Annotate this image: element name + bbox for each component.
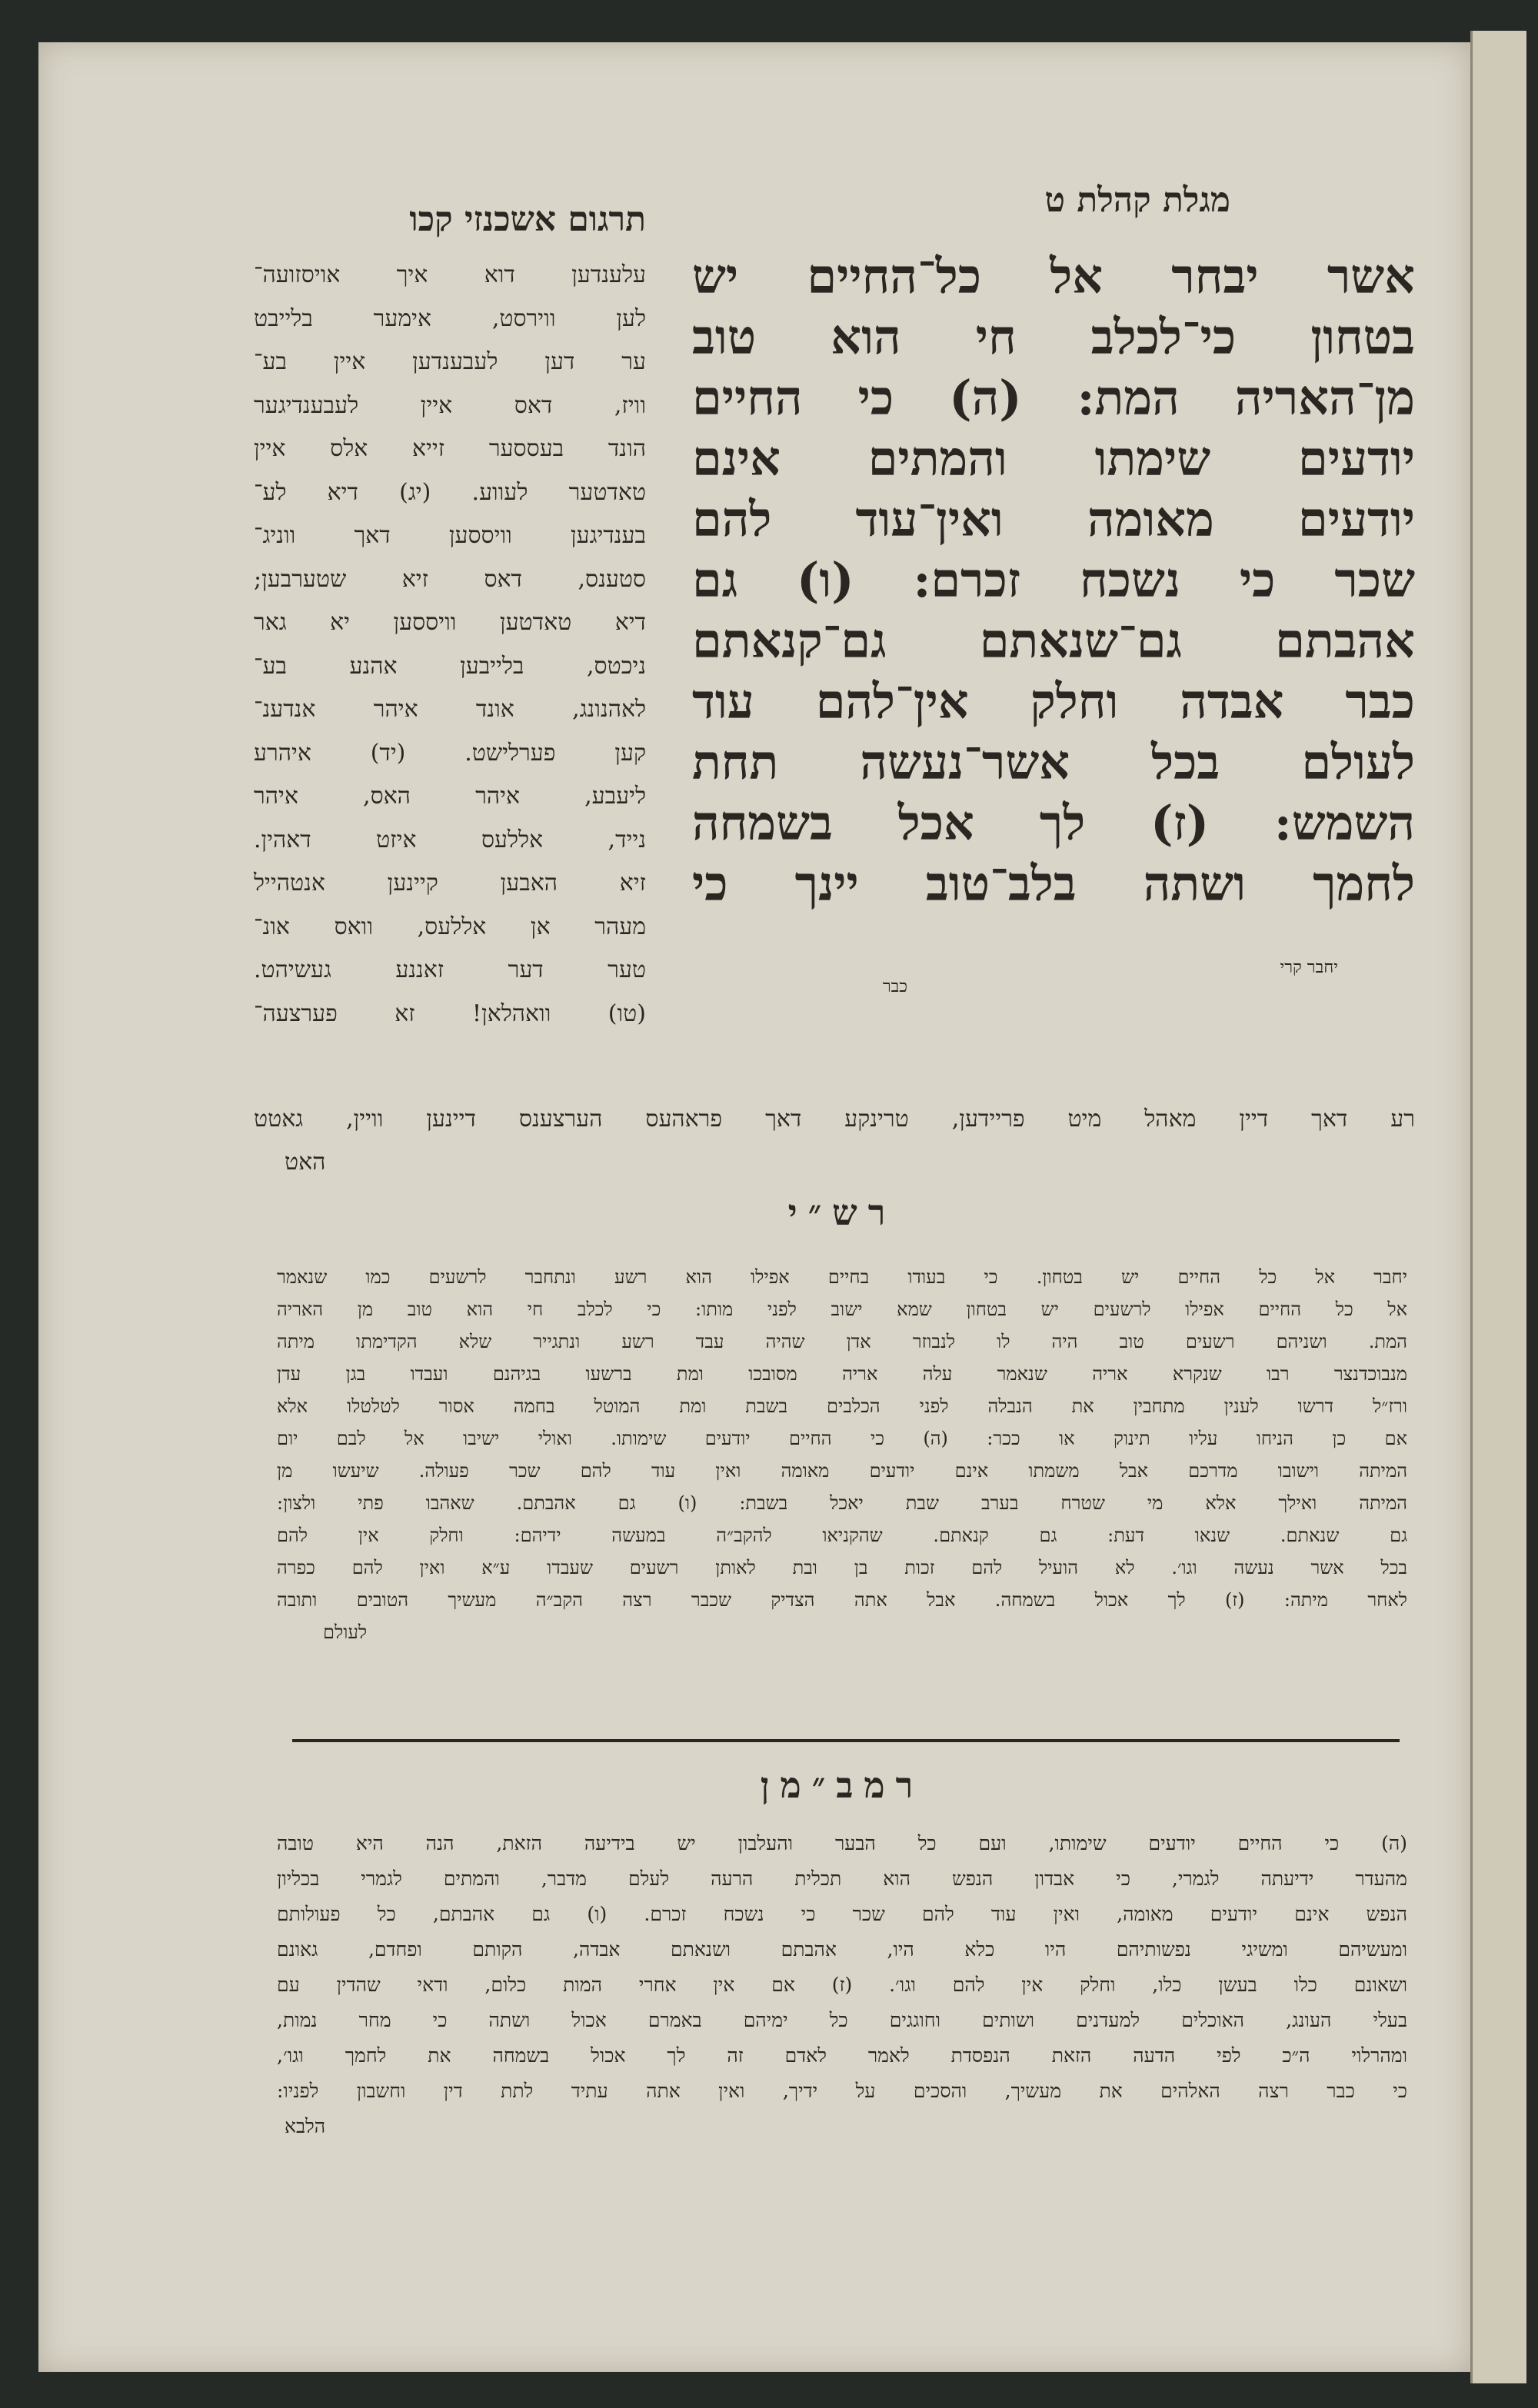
ramban-line: הנפש אינם יודעים מאומה, ואין עוד להם שכר כי נשכח זכרם. (ו) גם אהבתם, כל פעולותם [277, 1903, 1407, 1925]
running-header-right: מגלת קהלת ט [1044, 181, 1230, 220]
ramban-line: מהעדר ידיעתה לגמרי, כי אבדון הנפש הוא תכלית הרעה לעלם מדבר, והמתים לגמרי בכליון [277, 1868, 1407, 1890]
rashi-line: בכל אשר נעשה וגו׳. לא הועיל להם זכות בן ובת לאותן רשעים שעבדו ע״א ואין להם כפרה [277, 1557, 1407, 1578]
rashi-line: לעולם [323, 1621, 368, 1643]
translation-continuation [254, 1098, 1415, 1184]
rashi-line: ורז״ל דרשו לענין מתחבין את הנבלה לפני הכלבים בשבת ומת המוטל בחמה אסור לטלטלו אלא [277, 1395, 1407, 1417]
next-page-edge [1470, 31, 1526, 2383]
translation-line: קען פערלישט. (יד) איהרע [254, 739, 646, 767]
ramban-commentary [277, 1826, 1407, 2144]
rashi-line: גם שנאתם. שנאו דעת: גם קנאתם. שהקניאו להקב״ה במעשה ידיהם: וחלק אין להם [277, 1525, 1407, 1546]
section-divider [292, 1739, 1400, 1742]
scripture-text [692, 246, 1415, 914]
qere-note: יחבר קרי [1280, 958, 1338, 977]
translation-line: טאדטער לעווע. (יג) דיא לע־ [254, 478, 646, 506]
translation-line: זיא האבען קיינען אנטהייל [254, 870, 646, 896]
translation-line: לאהנונג, אונד איהר אנדענ־ [254, 696, 646, 723]
ramban-line: (ה) כי החיים יודעים שימותו, ועם כל הבער והעלבון יש בידיעה הזאת, הנה היא טובה [277, 1832, 1407, 1854]
scripture-line: כבר אבדה וחלק אין־להם עוד [692, 674, 1415, 730]
translation-line: מעהר אן אללעס, וואס אונ־ [254, 913, 646, 940]
translation-line: לען ווירסט, אימער בלייבט [254, 304, 646, 332]
ketiv-note: כבר [882, 977, 907, 996]
running-header-left: תרגום אשכנזי קכו [409, 200, 646, 239]
ramban-line: ומהרלוי ה״כ לפי הדעה הזאת הנפסדת לאמר לאדם זה לך אכול בשמחה את לחמך וגו׳, [277, 2044, 1407, 2067]
ramban-heading [277, 1764, 1407, 1806]
german-translation [254, 254, 646, 1036]
scripture-line: יודעים שימתו והמתים אינם [692, 431, 1415, 487]
scripture-line: השמש: (ז) לך אכל בשמחה [692, 795, 1415, 851]
ramban-title: רמב״מן [760, 1764, 924, 1806]
catchword: הלבא [285, 2115, 326, 2137]
scripture-line: אהבתם גם־שנאתם גם־קנאתם [692, 613, 1415, 669]
rashi-line: אל כל החיים אפילו לרשעים יש בטחון שמא ישוב לפני מותו: כי לכלב חי הוא טוב מן האריה [277, 1299, 1407, 1320]
rashi-line: מנבוכדנצר רבו שנקרא אריה שנאמר עלה אריה מסובכו ומת ברשעו בגיהנם ועבדו בגן עדן [277, 1363, 1407, 1385]
ramban-line: ושאונם כלו בעשן כלו, וחלק אין להם וגו׳. (ז) אם אין אחרי המות כלום, ודאי שהדין עם [277, 1974, 1407, 1996]
translation-line: האט [285, 1149, 326, 1176]
translation-line: ניכטס, בלייבען אהנע בע־ [254, 652, 646, 680]
translation-line: טער דער זאננע געשיהט. [254, 956, 646, 983]
translation-line: הונד בעססער זייא אלס איין [254, 435, 646, 462]
translation-line: רע דאך דיין מאהל מיט פריידען, טרינקע דאך פראהעס הערצענס דיינען וויין, גאטט [254, 1106, 1415, 1132]
scripture-line: לעולם בכל אשר־נעשה תחת [692, 734, 1415, 790]
translation-line: בענדיגען וויססען דאך ווניג־ [254, 522, 646, 549]
scripture-line: מן־האריה המת: (ה) כי החיים [692, 370, 1415, 426]
ramban-line: בעלי העונג, האוכלים למעדנים ושותים וחוגגים כל ימיהם באמרם אכול ושתה כי מחר נמות, [277, 2009, 1407, 2031]
rashi-line: אם כן הניחו עליו תינוק או ככר: (ה) כי החיים יודעים שימותו. ואולי ישיבו אל לבם יום [277, 1428, 1407, 1449]
translation-line: סטענס, דאס זיא שטערבען; [254, 565, 646, 593]
scripture-line: לחמך ושתה בלב־טוב יינך כי [692, 856, 1415, 912]
translation-line: וויז, דאס איין לעבענדיגער [254, 391, 646, 419]
scripture-line: שכר כי נשכח זכרם: (ו) גם [692, 552, 1415, 608]
rashi-title: רש״י [787, 1192, 897, 1233]
scripture-line: אשר יבחר אל כל־החיים יש [692, 248, 1415, 304]
scripture-line: יודעים מאומה ואין־עוד להם [692, 491, 1415, 547]
rashi-heading [277, 1192, 1407, 1233]
ramban-line: כי כבר רצה האלהים את מעשיך, והסכים על ידיך, ואין אתה עתיד לתת דין וחשבון לפניו: [277, 2080, 1407, 2102]
translation-line: נייד, אללעס איזט דאהין. [254, 826, 646, 853]
ramban-line: ומעשיהם ומשיגי נפשותיהם היו כלא היו, אהבתם ושנאתם אבדה, הקותם ופחדם, גאונם [277, 1938, 1407, 1961]
translation-line: (טו) וואהלאן! זא פערצעה־ [254, 999, 646, 1027]
rashi-line: המיתה וישובו מדרכם אבל משמתו אינם יודעים מאומה ואין עוד להם שכר פעולה. שיעשו מן [277, 1460, 1407, 1482]
translation-line: עלענדען דוא איך אויסזועה־ [254, 261, 646, 288]
rashi-commentary [277, 1261, 1407, 1648]
rashi-line: המת. ושניהם רשעים טוב היה לו לנבוזר אדן שהיה עבד רשע ונתגייר שלא הקדימתו מיתה [277, 1331, 1407, 1352]
rashi-line: המיתה ואילך אלא מי שטרח בערב שבת יאכל בשבת: (ו) גם אהבתם. שאהבו פתי ולצון: [277, 1492, 1407, 1514]
translation-line: ער דען לעבענדען איין בע־ [254, 348, 646, 375]
translation-line: ליעבע, איהר האס, איהר [254, 783, 646, 810]
rashi-line: יחבר אל כל החיים יש בטחון. כי בעודו בחיים אפילו הוא רשע ונתחבר לרשעים כמו שנאמר [277, 1266, 1407, 1288]
scripture-line: בטחון כי־לכלב חי הוא טוב [692, 309, 1415, 365]
translation-line: דיא טאדטען וויססען יא גאר [254, 609, 646, 636]
rashi-line: לאחר מיתה: (ז) לך אכול בשמחה. אבל אתה הצדיק שכבר רצה הקב״ה מעשיך הטובים ותובה [277, 1589, 1407, 1611]
